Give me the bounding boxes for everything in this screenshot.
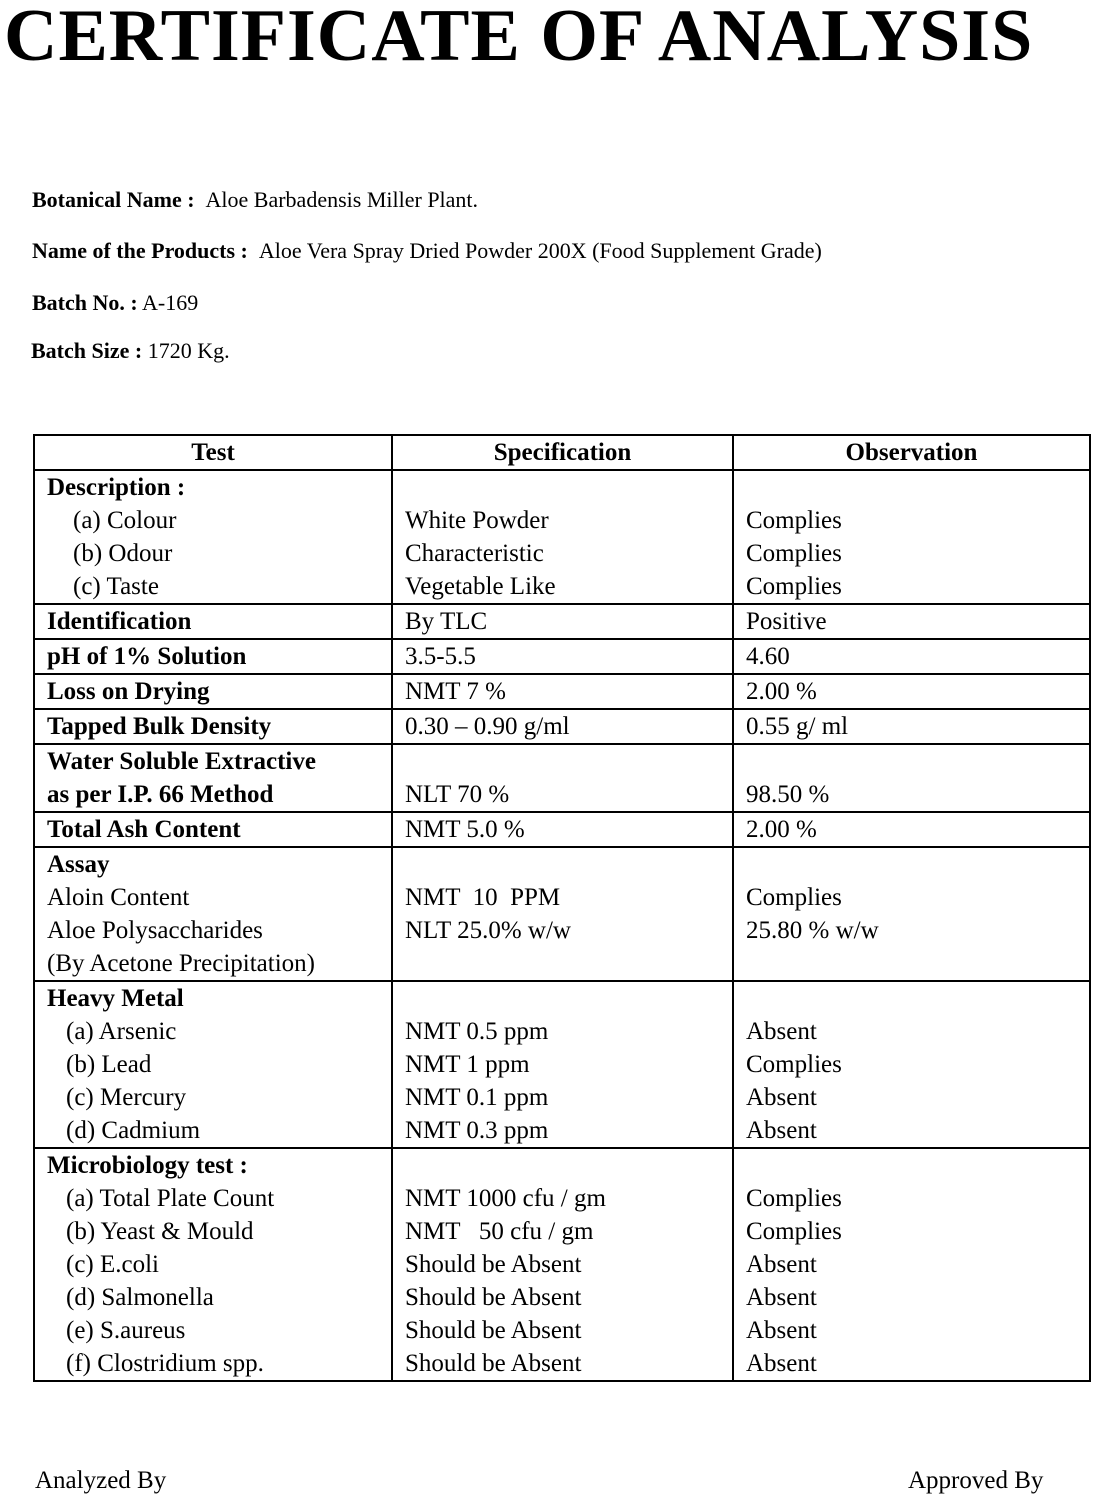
lod-obs: 2.00 % bbox=[733, 674, 1090, 709]
description-taste-spec: Vegetable Like bbox=[405, 573, 556, 600]
batch-number-row bbox=[32, 290, 198, 316]
heavy-metal-lead-test: (b) Lead bbox=[66, 1051, 152, 1078]
assay-poly-test: Aloe Polysaccharides bbox=[47, 917, 263, 944]
micro-clostridium-spec: Should be Absent bbox=[405, 1350, 582, 1377]
heavy-metal-arsenic-spec: NMT 0.5 ppm bbox=[405, 1018, 549, 1045]
heavy-metal-lead-spec: NMT 1 ppm bbox=[405, 1051, 530, 1078]
micro-yeast-test: (b) Yeast & Mould bbox=[66, 1218, 254, 1245]
ash-spec: NMT 5.0 % bbox=[392, 812, 733, 847]
page-title: CERTIFICATE OF ANALYSIS bbox=[4, 0, 1034, 77]
table-row-description bbox=[34, 470, 1090, 604]
micro-salmonella-spec: Should be Absent bbox=[405, 1284, 582, 1311]
table-row-loss-on-drying bbox=[34, 674, 1090, 709]
table-row-assay bbox=[34, 847, 1090, 981]
description-taste-test: (c) Taste bbox=[73, 573, 159, 600]
description-colour-test: (a) Colour bbox=[73, 507, 177, 534]
batch-size-row bbox=[31, 338, 230, 364]
table-row-microbiology bbox=[34, 1148, 1090, 1381]
heavy-metal-cadmium-obs: Absent bbox=[746, 1117, 817, 1144]
tapped-test: Tapped Bulk Density bbox=[34, 709, 392, 744]
micro-tpc-spec: NMT 1000 cfu / gm bbox=[405, 1185, 606, 1212]
heavy-metal-mercury-obs: Absent bbox=[746, 1084, 817, 1111]
header-observation: Observation bbox=[733, 435, 1090, 470]
product-name-value: Aloe Vera Spray Dried Powder 200X (Food Supplement Grade) bbox=[258, 238, 822, 263]
assay-aloin-spec: NMT 10 PPM bbox=[405, 884, 561, 911]
assay-title: Assay bbox=[47, 851, 110, 878]
description-odour-obs: Complies bbox=[746, 540, 842, 567]
batch-size-value: 1720 Kg. bbox=[147, 338, 230, 363]
header-specification: Specification bbox=[392, 435, 733, 470]
assay-aloin-obs: Complies bbox=[746, 884, 842, 911]
micro-saureus-obs: Absent bbox=[746, 1317, 817, 1344]
description-odour-spec: Characteristic bbox=[405, 540, 544, 567]
ash-test: Total Ash Content bbox=[34, 812, 392, 847]
water-obs: 98.50 % bbox=[746, 781, 830, 808]
heavy-metal-mercury-test: (c) Mercury bbox=[66, 1084, 187, 1111]
assay-poly-obs: 25.80 % w/w bbox=[746, 917, 879, 944]
product-name-label: Name of the Products : bbox=[32, 238, 248, 263]
table-row-water-soluble bbox=[34, 744, 1090, 812]
assay-aloin-test: Aloin Content bbox=[47, 884, 190, 911]
table-row-ash bbox=[34, 812, 1090, 847]
identification-test: Identification bbox=[34, 604, 392, 639]
micro-tpc-obs: Complies bbox=[746, 1185, 842, 1212]
heavy-metal-lead-obs: Complies bbox=[746, 1051, 842, 1078]
header-test: Test bbox=[34, 435, 392, 470]
table-header-row bbox=[34, 435, 1090, 470]
tapped-obs: 0.55 g/ ml bbox=[733, 709, 1090, 744]
micro-saureus-spec: Should be Absent bbox=[405, 1317, 582, 1344]
heavy-metal-arsenic-obs: Absent bbox=[746, 1018, 817, 1045]
lod-test: Loss on Drying bbox=[34, 674, 392, 709]
micro-clostridium-obs: Absent bbox=[746, 1350, 817, 1377]
micro-saureus-test: (e) S.aureus bbox=[66, 1317, 186, 1344]
water-test-line1: Water Soluble Extractive bbox=[47, 748, 316, 775]
batch-number-value: A-169 bbox=[142, 290, 199, 315]
botanical-name-value: Aloe Barbadensis Miller Plant. bbox=[205, 187, 479, 212]
micro-tpc-test: (a) Total Plate Count bbox=[66, 1185, 275, 1212]
micro-salmonella-test: (d) Salmonella bbox=[66, 1284, 214, 1311]
water-test-line2: as per I.P. 66 Method bbox=[47, 781, 274, 808]
product-name-row bbox=[32, 238, 822, 264]
description-colour-obs: Complies bbox=[746, 507, 842, 534]
micro-ecoli-spec: Should be Absent bbox=[405, 1251, 582, 1278]
micro-clostridium-test: (f) Clostridium spp. bbox=[66, 1350, 264, 1377]
heavy-metal-cadmium-test: (d) Cadmium bbox=[66, 1117, 201, 1144]
table-row-heavy-metal bbox=[34, 981, 1090, 1148]
tapped-spec: 0.30 – 0.90 g/ml bbox=[392, 709, 733, 744]
analyzed-by-label: Analyzed By bbox=[35, 1467, 167, 1494]
table-row-identification bbox=[34, 604, 1090, 639]
heavy-metal-mercury-spec: NMT 0.1 ppm bbox=[405, 1084, 549, 1111]
ph-test: pH of 1% Solution bbox=[34, 639, 392, 674]
ph-spec: 3.5-5.5 bbox=[392, 639, 733, 674]
botanical-name-row bbox=[32, 187, 478, 213]
identification-obs: Positive bbox=[733, 604, 1090, 639]
heavy-metal-arsenic-test: (a) Arsenic bbox=[66, 1018, 177, 1045]
water-spec: NLT 70 % bbox=[405, 781, 510, 808]
micro-salmonella-obs: Absent bbox=[746, 1284, 817, 1311]
description-odour-test: (b) Odour bbox=[73, 540, 173, 567]
ash-obs: 2.00 % bbox=[733, 812, 1090, 847]
description-colour-spec: White Powder bbox=[405, 507, 549, 534]
micro-yeast-obs: Complies bbox=[746, 1218, 842, 1245]
analysis-table bbox=[33, 434, 1091, 1382]
ph-obs: 4.60 bbox=[733, 639, 1090, 674]
batch-number-label: Batch No. : bbox=[32, 290, 138, 315]
micro-ecoli-obs: Absent bbox=[746, 1251, 817, 1278]
description-taste-obs: Complies bbox=[746, 573, 842, 600]
micro-ecoli-test: (c) E.coli bbox=[66, 1251, 160, 1278]
micro-title: Microbiology test : bbox=[47, 1152, 248, 1179]
approved-by-label: Approved By bbox=[908, 1467, 1044, 1494]
assay-poly-spec: NLT 25.0% w/w bbox=[405, 917, 571, 944]
heavy-metal-cadmium-spec: NMT 0.3 ppm bbox=[405, 1117, 549, 1144]
heavy-metal-title: Heavy Metal bbox=[47, 985, 184, 1012]
table-row-ph bbox=[34, 639, 1090, 674]
description-title: Description : bbox=[47, 474, 186, 501]
table-row-tapped-density bbox=[34, 709, 1090, 744]
assay-method: (By Acetone Precipitation) bbox=[47, 950, 315, 977]
batch-size-label: Batch Size : bbox=[31, 338, 143, 363]
botanical-name-label: Botanical Name : bbox=[32, 187, 195, 212]
micro-yeast-spec: NMT 50 cfu / gm bbox=[405, 1218, 594, 1245]
lod-spec: NMT 7 % bbox=[392, 674, 733, 709]
identification-spec: By TLC bbox=[392, 604, 733, 639]
